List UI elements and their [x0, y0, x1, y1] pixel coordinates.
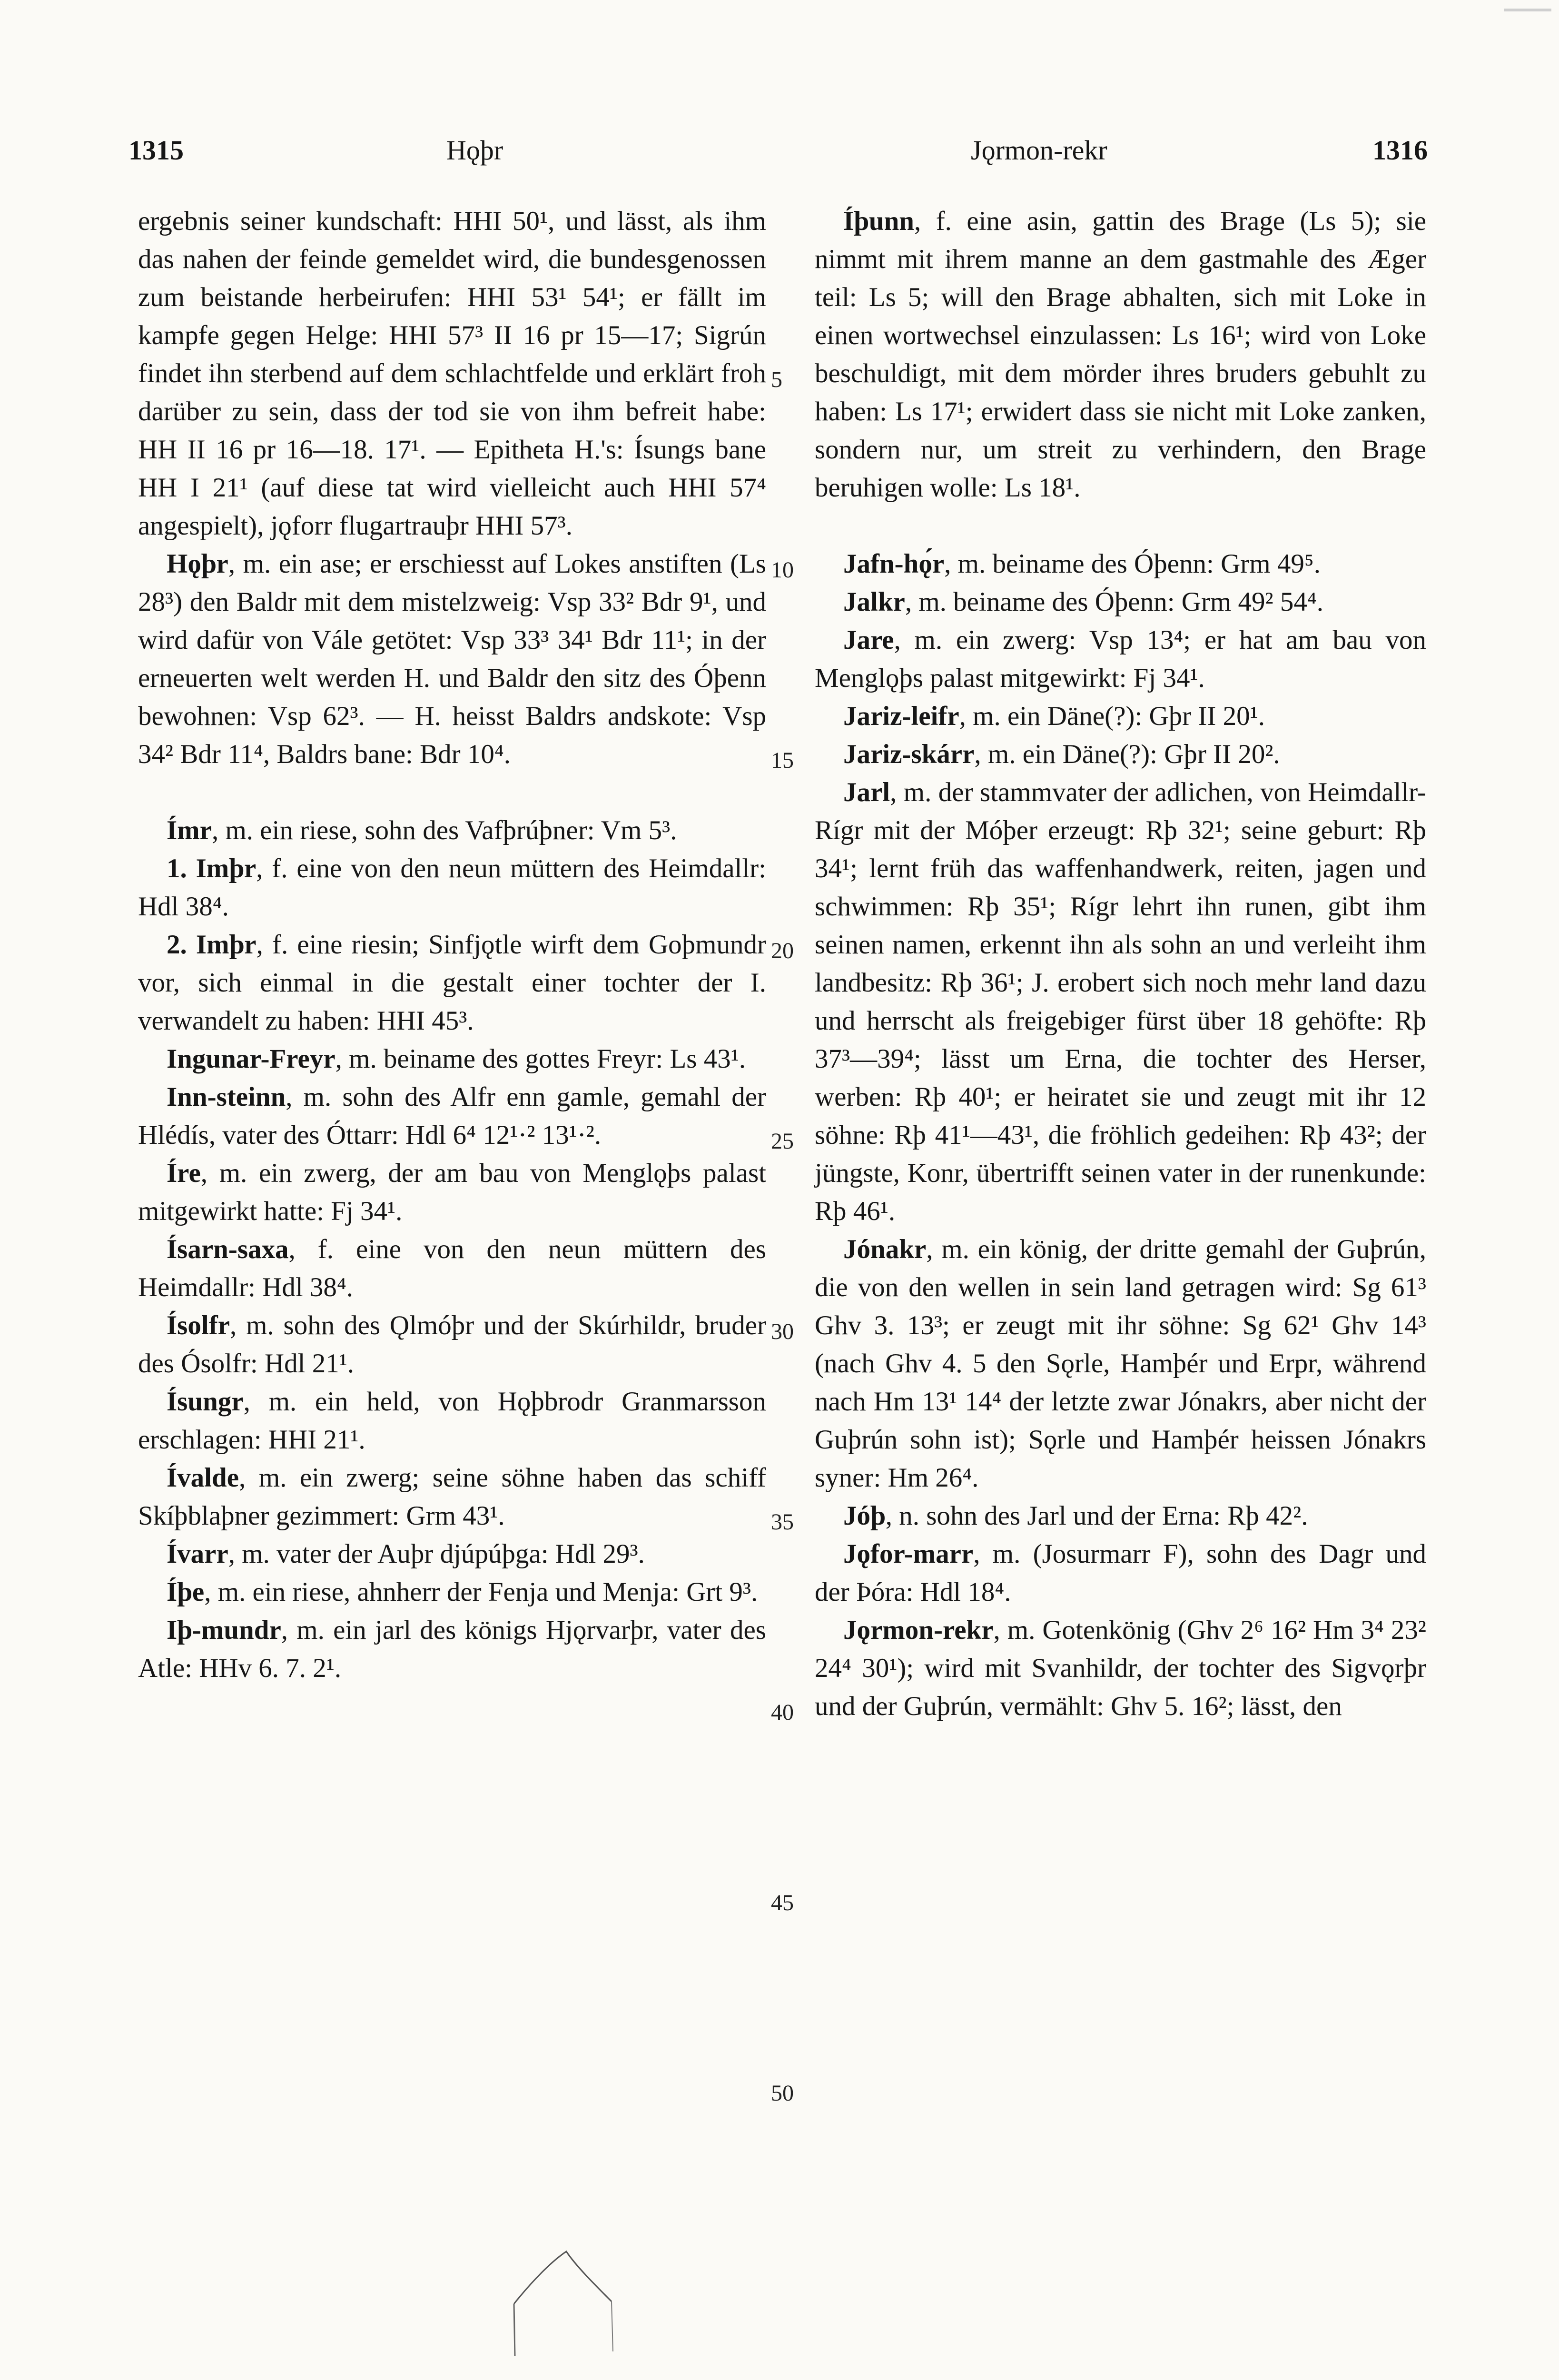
line-number: 15	[771, 748, 794, 773]
headword: Jariz-leifr	[843, 701, 959, 731]
entry-jormon-rekr: Jǫrmon-rekr, m. Gotenkönig (Ghv 2⁶ 16² Hm 3⁴ 23² 24⁴ 30¹); wird mit Svanhildr, der tochter des Sigvǫrþr und der Guþrún, vermählt: Ghv 5. 16²; lässt, den	[815, 1615, 1426, 1721]
entry-hothr: Hǫþr, m. ein ase; er erschiesst auf Lokes anstiften (Ls 28³) den Baldr mit dem mistelzweig: Vsp 33² Bdr 9¹, und wird dafür von Vále getötet: Vsp 33³ 34¹ Bdr 11¹; in der erneuerten welt werden H. und Baldr den sitz des Óþenn bewohnen: Vsp 62³. — H. heisst Baldrs andskote: Vsp 34² Bdr 11⁴, Baldrs bane: Bdr 10⁴.	[138, 549, 766, 769]
headword: Ísarn-saxa	[167, 1234, 289, 1264]
line-number: 5	[771, 367, 782, 392]
entry-isungr: Ísungr, m. ein held, von Hǫþbrodr Granmarsson erschlagen: HHI 21¹.	[138, 1387, 766, 1455]
line-number: 40	[771, 1700, 794, 1725]
entry-imr: Ímr, m. ein riese, sohn des Vafþrúþner: Vm 5³.	[167, 815, 677, 845]
headword: Jǫrmon-rekr	[843, 1615, 994, 1645]
line-number: 45	[771, 1890, 794, 1915]
entry-ivarr: Ívarr, m. vater der Auþr djúpúþga: Hdl 29³.	[167, 1539, 645, 1569]
headword: Inn-steinn	[167, 1082, 286, 1112]
headword: Jafn-hǫ́r	[843, 549, 945, 579]
left-column	[138, 202, 766, 1687]
headword: Jariz-skárr	[843, 739, 975, 769]
entry-jariz-skarr: Jariz-skárr, m. ein Däne(?): Gþr II 20².	[843, 739, 1280, 769]
entry-joth: Jóþ, n. sohn des Jarl und der Erna: Rþ 42².	[843, 1501, 1308, 1531]
running-header	[128, 134, 1428, 177]
headword: Ívalde	[167, 1463, 239, 1493]
headword: Jalkr	[843, 587, 905, 617]
headword: Ingunar-Freyr	[167, 1044, 335, 1074]
entry-imthr-2: 2. Imþr, f. eine riesin; Sinfjǫtle wirft dem Goþmundr vor, sich einmal in die gestalt einer tochter der I. verwandelt zu haben: HHI 45³.	[138, 930, 766, 1036]
entry-isolfr: Ísolfr, m. sohn des Ǫlmóþr und der Skúrhildr, bruder des Ósolfr: Hdl 21¹.	[138, 1310, 766, 1378]
entry-jofor-marr: Jǫfor-marr, m. (Josurmarr F), sohn des Dagr und der Þóra: Hdl 18⁴.	[815, 1539, 1426, 1607]
entry-ithe: Íþe, m. ein riese, ahnherr der Fenja und Menja: Grt 9³.	[167, 1577, 758, 1607]
headword: Ímr	[167, 815, 212, 845]
entry-jalkr: Jalkr, m. beiname des Óþenn: Grm 49² 54⁴.	[843, 587, 1323, 617]
right-running-headword: Jǫrmon-rekr	[971, 135, 1107, 166]
line-number: 35	[771, 1509, 794, 1535]
section-gap	[138, 774, 766, 812]
left-running-headword: Hǫþr	[446, 135, 503, 166]
line-number: 20	[771, 938, 794, 963]
headword: Jare	[843, 625, 894, 655]
headword: Jarl	[843, 777, 890, 807]
headword: Jǫfor-marr	[843, 1539, 974, 1569]
headword: Íþe	[167, 1577, 205, 1607]
headword: Ívarr	[167, 1539, 228, 1569]
entry-inn-steinn: Inn-steinn, m. sohn des Alfr enn gamle, gemahl der Hlédís, vater des Óttarr: Hdl 6⁴ 12¹·² 13¹·².	[138, 1082, 766, 1150]
right-column	[815, 202, 1426, 1726]
entry-imthr-1: 1. Imþr, f. eine von den neun müttern des Heimdallr: Hdl 38⁴.	[138, 853, 766, 922]
headword: Íþunn	[843, 206, 914, 236]
entry-jarl: Jarl, m. der stammvater der adlichen, von Heimdallr-Rígr mit der Móþer erzeugt: Rþ 32¹; seine geburt: Rþ 34¹; lernt früh das waffenhandwerk, reiten, jagen und schwimmen: Rþ 35¹; Rígr lehrt ihn runen, gibt ihm seinen namen, erkennt ihn als sohn an und verleiht ihm landbesitz: Rþ 36¹; J. erobert sich noch mehr land dazu und herrscht als freigebiger fürst über 18 gehöfte: Rþ 37³—39⁴; lässt um Erna, die tochter des Herser, werben: Rþ 40¹; er heiratet sie und zeugt mit ihr 12 söhne: Rþ 41¹—43¹, die fröhlich gedeihen: Rþ 43²; der jüngste, Konr, übertrifft seinen vater in der runenkunde: Rþ 46¹.	[815, 777, 1426, 1226]
entry-ith-mundr: Iþ-mundr, m. ein jarl des königs Hjǫrvarþr, vater des Atle: HHv 6. 7. 2¹.	[138, 1615, 766, 1683]
entry-ivalde: Ívalde, m. ein zwerg; seine söhne haben das schiff Skíþblaþner gezimmert: Grm 43¹.	[138, 1463, 766, 1531]
pencil-mark	[504, 2232, 619, 2380]
entry-continuation: ergebnis seiner kundschaft: HHI 50¹, und lässt, als ihm das nahen der feinde gemeldet wird, die bundesgenossen zum beistande herbeirufen: HHI 53¹ 54¹; er fällt im kampfe gegen Helge: HHI 57³ II 16 pr 15—17; Sigrún findet ihn sterbend auf dem schlachtfelde und erklärt froh darüber zu sein, dass der tod sie von ihm befreit habe: HH II 16 pr 16—18. 17¹. — Epitheta H.'s: Ísungs bane HH I 21¹ (auf diese tat wird vielleicht auch HHI 57⁴ angespielt), jǫforr flugartrauþr HHI 57³.	[138, 206, 766, 541]
entry-jonakr: Jónakr, m. ein könig, der dritte gemahl der Guþrún, die von den wellen in sein land getragen wird: Sg 61³ Ghv 3. 13³; er zeugt mit ihr söhne: Sg 62¹ Ghv 14³ (nach Ghv 4. 5 den Sǫrle, Hamþér und Erpr, während nach Hm 13¹ 14⁴ der letzte zwar Jónakrs, aber nicht der Guþrún sohn ist); Sǫrle und Hamþér heissen Jónakrs syner: Hm 26⁴.	[815, 1234, 1426, 1493]
headword: Iþ-mundr	[167, 1615, 281, 1645]
headword: Íre	[167, 1158, 201, 1188]
headword: 1. Imþr	[167, 853, 257, 883]
entry-jare: Jare, m. ein zwerg: Vsp 13⁴; er hat am bau von Menglǫþs palast mitgewirkt: Fj 34¹.	[815, 625, 1426, 693]
entry-isarn-saxa: Ísarn-saxa, f. eine von den neun müttern des Heimdallr: Hdl 38⁴.	[138, 1234, 766, 1302]
entry-ithunn: Íþunn, f. eine asin, gattin des Brage (Ls 5); sie nimmt mit ihrem manne an dem gastmahle des Æger teil: Ls 5; will den Brage abhalten, sich mit Loke in einen wortwechsel einzulassen: Ls 16¹; wird von Loke beschuldigt, mit dem mörder ihres bruders gebuhlt zu haben: Ls 17¹; erwidert dass sie nicht mit Loke zanken, sondern nur, um streit zu verhindern, den Brage beruhigen wolle: Ls 18¹.	[815, 206, 1426, 503]
scan-edge-mark	[1504, 9, 1551, 11]
line-number: 10	[771, 557, 794, 583]
headword: Ísungr	[167, 1387, 244, 1417]
headword: Jónakr	[843, 1234, 927, 1264]
section-gap	[815, 507, 1426, 545]
entry-jariz-leifr: Jariz-leifr, m. ein Däne(?): Gþr II 20¹.	[843, 701, 1265, 731]
headword: Hǫþr	[167, 549, 228, 579]
left-page-number: 1315	[128, 135, 184, 166]
headword: Jóþ	[843, 1501, 886, 1531]
entry-jafn-hor: Jafn-hǫ́r, m. beiname des Óþenn: Grm 49⁵.	[843, 549, 1321, 579]
entry-ingunar-freyr: Ingunar-Freyr, m. beiname des gottes Freyr: Ls 43¹.	[167, 1044, 746, 1074]
right-page-number: 1316	[1372, 135, 1428, 166]
headword: Ísolfr	[167, 1310, 230, 1340]
entry-ire: Íre, m. ein zwerg, der am bau von Menglǫþs palast mitgewirkt hatte: Fj 34¹.	[138, 1158, 766, 1226]
headword: 2. Imþr	[167, 930, 257, 960]
line-number: 30	[771, 1319, 794, 1344]
line-number: 50	[771, 2081, 794, 2106]
line-number: 25	[771, 1129, 794, 1154]
